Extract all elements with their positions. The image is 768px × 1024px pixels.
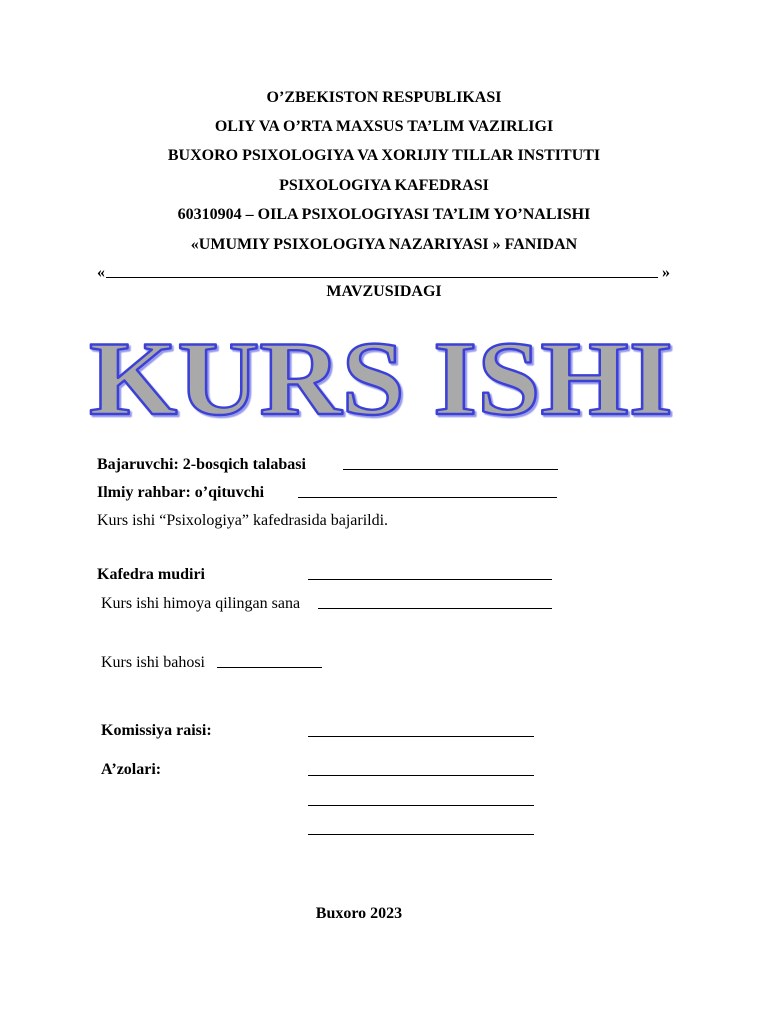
grade-blank[interactable] (217, 667, 322, 668)
title-text: KURS ISHI (89, 322, 673, 432)
subject-line: «UMUMIY PSIXOLOGIYA NAZARIYASI » FANIDAN (190, 236, 578, 253)
ministry-line-institute: BUXORO PSIXOLOGIYA VA XORIJIY TILLAR INSTITUTI (167, 147, 601, 164)
executor-blank[interactable] (343, 469, 558, 470)
members-blank-3[interactable] (308, 834, 534, 835)
head-of-dept-blank[interactable] (308, 579, 552, 580)
commission-chair-blank[interactable] (308, 736, 534, 737)
members-blank-1[interactable] (308, 775, 534, 776)
completed-note: Kurs ishi “Psixologiya” kafedrasida bajarildi. (97, 512, 389, 529)
topic-close-quote: » (662, 264, 670, 281)
head-of-dept-label: Kafedra mudiri (97, 566, 205, 583)
topic-suffix: MAVZUSIDAGI (326, 283, 442, 300)
ministry-line-country: O’ZBEKISTON RESPUBLIKASI (266, 89, 502, 106)
defense-date-blank[interactable] (318, 608, 552, 609)
commission-chair-label: Komissiya raisi: (101, 722, 212, 739)
grade-label: Kurs ishi bahosi (101, 654, 205, 671)
place-year: Buxoro 2023 (315, 905, 403, 922)
kurs-ishi-title (0, 322, 768, 432)
topic-blank[interactable] (106, 277, 658, 278)
supervisor-blank[interactable] (298, 497, 557, 498)
members-blank-2[interactable] (308, 805, 534, 806)
topic-open-quote: « (97, 264, 105, 281)
supervisor-label: Ilmiy rahbar: o’qituvchi (97, 484, 265, 501)
executor-label: Bajaruvchi: 2-bosqich talabasi (97, 456, 306, 473)
members-label: A’zolari: (101, 761, 162, 778)
ministry-line-ministry: OLIY VA O’RTA MAXSUS TA’LIM VAZIRLIGI (214, 118, 554, 135)
program-line: 60310904 – OILA PSIXOLOGIYASI TA’LIM YO’NALISHI (177, 206, 591, 223)
defense-date-label: Kurs ishi himoya qilingan sana (101, 595, 301, 612)
department-line: PSIXOLOGIYA KAFEDRASI (279, 177, 489, 194)
